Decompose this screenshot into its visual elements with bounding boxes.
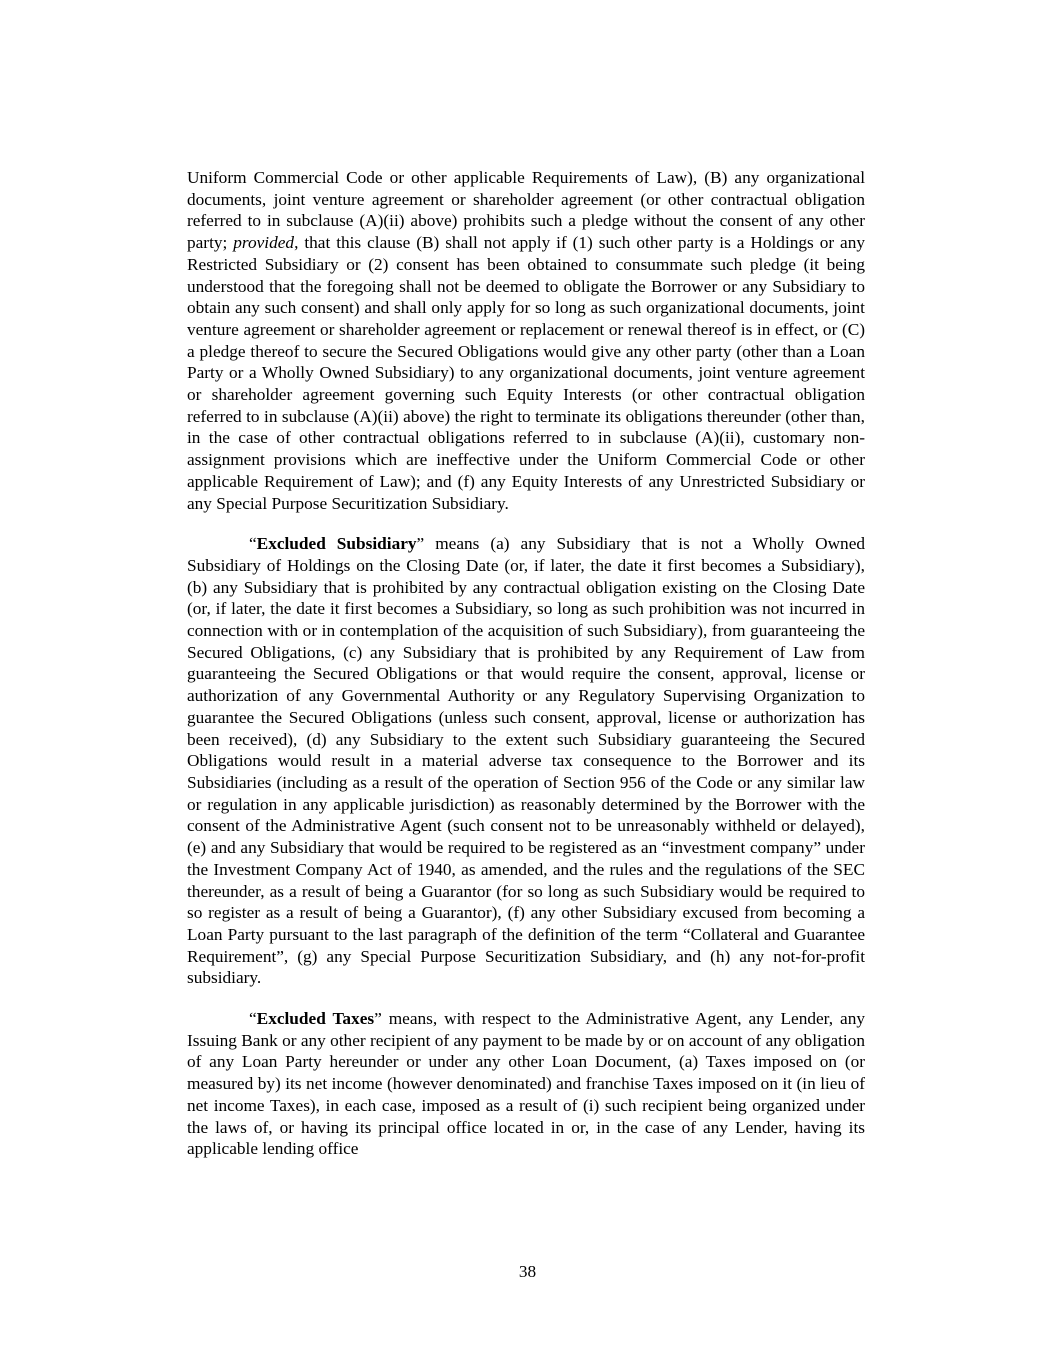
- italic-term-provided: provided: [233, 233, 295, 253]
- definition-excluded-taxes: [187, 1008, 865, 1160]
- definition-text: ” means, with respect to the Administrative Agent, any Lender, any Issuing Bank or any other recipient of any payment to be made by or on account of any obligation of any Loan Party hereunder or under any other Loan Document, (a) Taxes imposed on (or measured by) its net income (however denominated) and franchise Taxes imposed on it (in lieu of net income Taxes), in each case, imposed as a result of (i) such recipient being organized under the laws of, or having its principal office located in or, in the case of any Lender, having its applicable lending office: [187, 1009, 865, 1159]
- page-number: 38: [518, 1262, 537, 1281]
- definition-excluded-subsidiary: [187, 533, 865, 989]
- defined-term: Excluded Taxes: [256, 1009, 375, 1029]
- open-quote: “: [249, 534, 257, 554]
- document-body: [187, 167, 865, 1160]
- paragraph-text: Uniform Commercial Code or other applicable Requirements of Law), (B) any organizational documents, joint venture agreement or shareholder agreement (or other contractual obligation referred to in subclause (A)(ii) above) prohibits such a pledge without the consent of any other party;: [187, 168, 865, 253]
- open-quote: “: [249, 1009, 257, 1029]
- definition-text: ” means (a) any Subsidiary that is not a Wholly Owned Subsidiary of Holdings on the Closing Date (or, if later, the date it first becomes a Subsidiary), (b) any Subsidiary that is prohibited by any contractual obligation existing on the Closing Date (or, if later, the date it first becomes a Subsidiary, so long as such prohibition was not incurred in connection with or in contemplation of the acquisition of such Subsidiary), from guaranteeing the Secured Obligations, (c) any Subsidiary that is prohibited by any Requirement of Law from guaranteeing the Secured Obligations or that would require the consent, approval, license or authorization of any Governmental Authority or any Regulatory Supervising Organization to guarantee the Secured Obligations (unless such consent, approval, license or authorization has been received), (d) any Subsidiary to the extent such Subsidiary guaranteeing the Secured Obligations would result in a material adverse tax consequence to the Borrower and its Subsidiaries (including as a result of the operation of Section 956 of the Code or any similar law or regulation in any applicable jurisdiction) as reasonably determined by the Borrower with the consent of the Administrative Agent (such consent not to be unreasonably withheld or delayed), (e) and any Subsidiary that would be required to be registered as an “investment company” under the Investment Company Act of 1940, as amended, and the rules and the regulations of the SEC thereunder, as a result of being a Guarantor (for so long as such Subsidiary would be required to so register as a result of being a Guarantor), (f) any other Subsidiary excused from becoming a Loan Party pursuant to the last paragraph of the definition of the term “Collateral and Guarantee Requirement”, (g) any Special Purpose Securitization Subsidiary, and (h) any not-for-profit subsidiary.: [187, 534, 866, 988]
- defined-term: Excluded Subsidiary: [256, 534, 417, 554]
- paragraph-excluded-equity-continuation: [187, 167, 865, 514]
- paragraph-text: , that this clause (B) shall not apply if (1) such other party is a Holdings or any Restricted Subsidiary or (2) consent has been obtained to consummate such pledge (it being understood that the foregoing shall not be deemed to obligate the Borrower or any Subsidiary to obtain any such consent) and shall only apply for so long as such organizational documents, joint venture agreement or shareholder agreement or replacement or renewal thereof is in effect, or (C) a pledge thereof to secure the Secured Obligations would give any other party (other than a Loan Party or a Wholly Owned Subsidiary) to any organizational documents, joint venture agreement or shareholder agreement governing such Equity Interests (or other contractual obligation referred to in subclause (A)(ii) above) the right to terminate its obligations thereunder (other than, in the case of other contractual obligations referred to in subclause (A)(ii), customary non-assignment provisions which are ineffective under the Uniform Commercial Code or other applicable Requirement of Law); and (f) any Equity Interests of any Unrestricted Subsidiary or any Special Purpose Securitization Subsidiary.: [187, 233, 865, 513]
